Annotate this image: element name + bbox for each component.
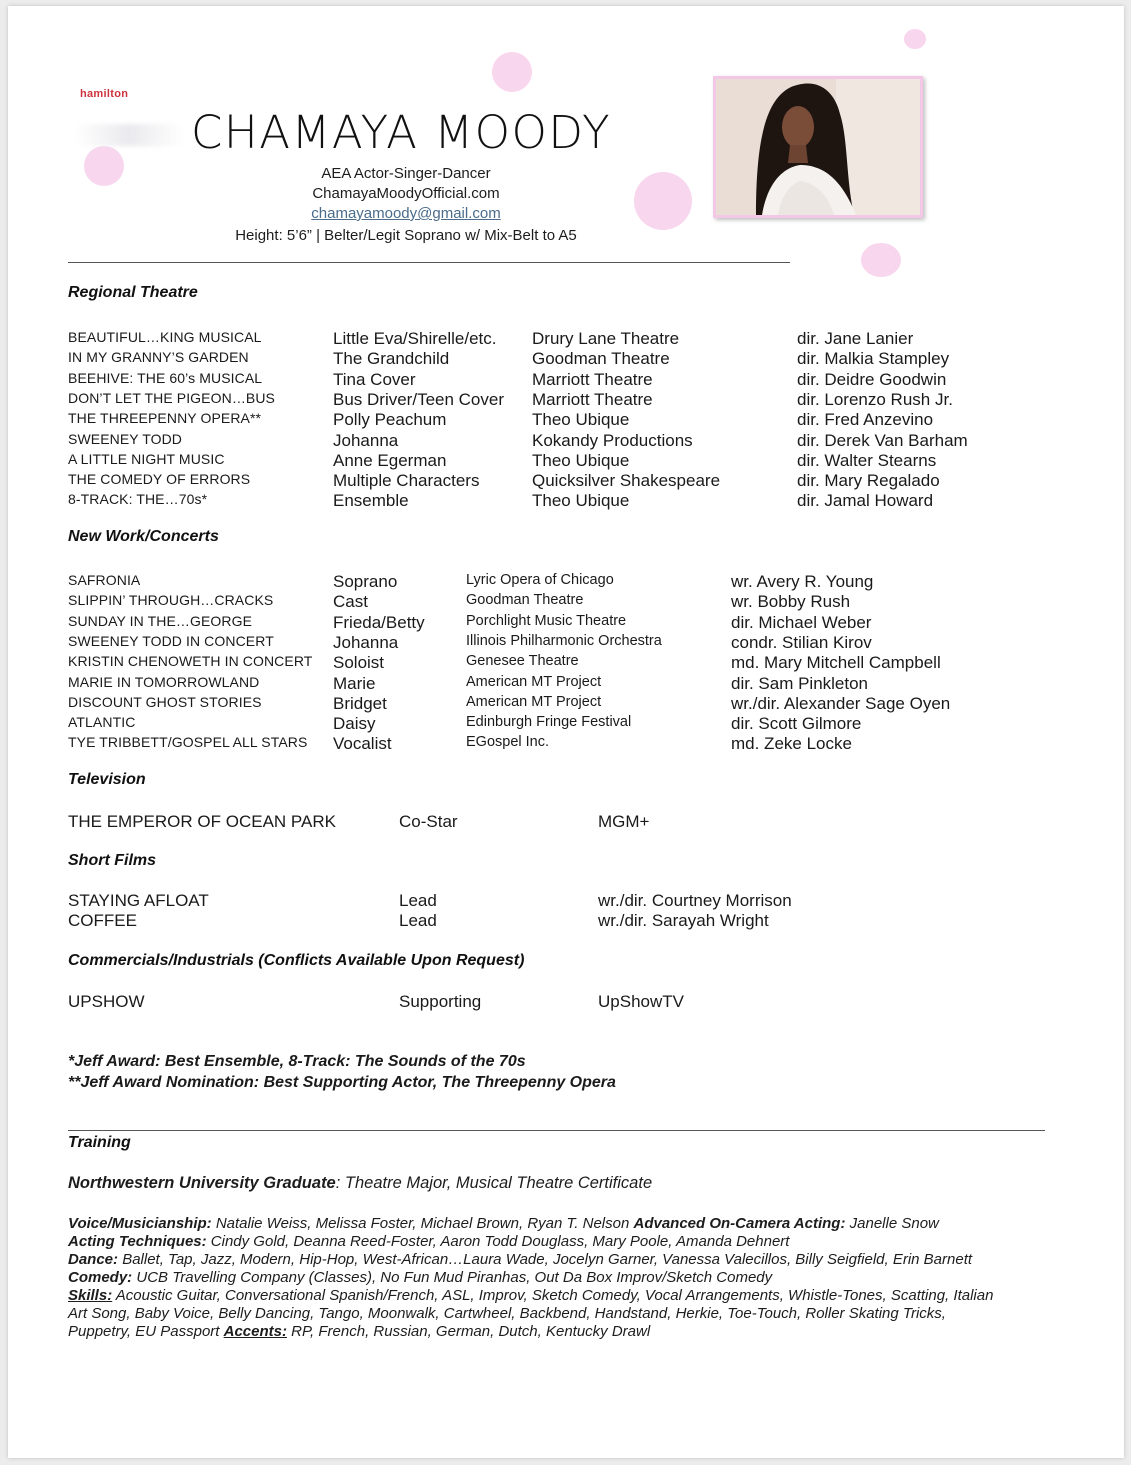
credit-company: Goodman Theatre (532, 349, 670, 369)
footnote-jeff-nomination: **Jeff Award Nomination: Best Supporting Actor, The Threepenny Opera (68, 1074, 616, 1091)
table-row (8, 694, 1124, 714)
section-heading-newwork: New Work/Concerts (68, 528, 219, 545)
credit-title: SWEENEY TODD (68, 430, 183, 447)
credit-company: Drury Lane Theatre (532, 329, 680, 348)
credit-director: dir. Scott Gilmore (731, 714, 862, 734)
credit-director: wr. Bobby Rush (731, 592, 851, 612)
credit-role: Lead (399, 911, 437, 930)
email-link[interactable]: chamayamoody@gmail.com (311, 205, 501, 222)
skills-text: Acoustic Guitar, Conversational Spanish/French, ASL, Improv, Sketch Comedy, Vocal Arrangements, Whistle-Tones, Scatting, Italian (112, 1287, 994, 1304)
credit-director: dir. Jamal Howard (797, 491, 934, 511)
table-row (8, 491, 1124, 511)
credit-title: SLIPPIN’ THROUGH…CRACKS (68, 592, 274, 609)
credit-director: dir. Derek Van Barham (797, 430, 968, 450)
pink-dot-decoration (492, 52, 532, 92)
acting-text: Cindy Gold, Deanna Reed-Foster, Aaron Todd Douglass, Mary Poole, Amanda Dehnert (206, 1233, 790, 1250)
training-skills-line (68, 1323, 650, 1340)
headshot-photo (713, 76, 923, 218)
credit-role: Daisy (333, 714, 376, 734)
credit-title: TYE TRIBBETT/GOSPEL ALL STARS (68, 734, 308, 751)
table-row (8, 390, 1124, 410)
credit-director: condr. Stilian Kirov (731, 632, 872, 652)
credit-director: wr./dir. Alexander Sage Oyen (731, 693, 951, 713)
credit-company: Lyric Opera of Chicago (466, 572, 614, 588)
credit-title: SWEENEY TODD IN CONCERT (68, 632, 274, 649)
camera-text: Janelle Snow (845, 1215, 939, 1232)
acting-label: Acting Techniques: (68, 1233, 207, 1250)
table-row (8, 812, 1124, 832)
comedy-text: UCB Travelling Company (Classes), No Fun Mud Piranhas, Out Da Box Improv/Sketch Comedy (132, 1269, 773, 1286)
credit-company: Genesee Theatre (466, 653, 579, 670)
credit-company: Marriott Theatre (532, 389, 653, 409)
credit-role: Soprano (333, 572, 398, 591)
credit-role: Tina Cover (333, 369, 416, 389)
credit-role: Co-Star (399, 812, 458, 831)
credit-company: Theo Ubique (532, 410, 630, 430)
logo: hamilton (80, 88, 129, 100)
credit-role: Vocalist (333, 734, 392, 754)
credit-role: Cast (333, 592, 368, 612)
resume-page (8, 6, 1124, 1458)
credit-director: dir. Deidre Goodwin (797, 369, 947, 389)
table-row (8, 592, 1124, 612)
skills-text: Art Song, Baby Voice, Belly Dancing, Tango, Moonwalk, Cartwheel, Backbend, Handstand, Herkie, Toe-Touch, Roller Skating Tricks, (68, 1305, 946, 1322)
credit-director: dir. Malkia Stampley (797, 349, 950, 369)
credit-role: Marie (333, 673, 376, 693)
credit-role: Polly Peachum (333, 410, 447, 430)
credit-title: COFFEE (68, 911, 137, 930)
credit-title: DON’T LET THE PIGEON…BUS (68, 389, 275, 406)
credit-company: MGM+ (598, 812, 650, 831)
training-dance-line (68, 1251, 972, 1268)
credit-title: THE COMEDY OF ERRORS (68, 471, 251, 488)
credit-director: dir. Lorenzo Rush Jr. (797, 389, 953, 409)
table-row (8, 911, 1124, 931)
credit-director: wr. Avery R. Young (731, 572, 874, 591)
accents-text: RP, French, Russian, German, Dutch, Kentucky Drawl (286, 1323, 651, 1340)
table-row (8, 451, 1124, 471)
logo-shadow (74, 124, 184, 146)
credit-title: THE THREEPENNY OPERA** (68, 410, 262, 427)
credit-title: SAFRONIA (68, 572, 141, 588)
table-row (8, 734, 1124, 754)
pink-dot-decoration (861, 243, 901, 277)
credit-company: American MT Project (466, 693, 602, 710)
section-heading-training: Training (68, 1134, 131, 1151)
voice-text: Natalie Weiss, Melissa Foster, Michael Brown, Ryan T. Nelson (211, 1215, 634, 1232)
credit-title: BEAUTIFUL…KING MUSICAL (68, 329, 262, 345)
table-row (8, 633, 1124, 653)
credit-title: 8-TRACK: THE…70s* (68, 491, 208, 508)
table-row (8, 370, 1124, 390)
credit-company: American MT Project (466, 673, 602, 690)
credit-title: KRISTIN CHENOWETH IN CONCERT (68, 653, 313, 670)
credit-company: Illinois Philharmonic Orchestra (466, 632, 662, 649)
table-row (8, 992, 1124, 1012)
voice-label: Voice/Musicianship: (68, 1215, 212, 1232)
credit-title: ATLANTIC (68, 714, 136, 731)
credit-company: Theo Ubique (532, 450, 630, 470)
pink-dot-decoration (904, 29, 926, 49)
credit-role: Soloist (333, 653, 385, 673)
training-voice-line (68, 1215, 939, 1232)
credit-company: EGospel Inc. (466, 734, 550, 751)
table-row (8, 653, 1124, 673)
credit-role: Frieda/Betty (333, 612, 425, 632)
credit-title: STAYING AFLOAT (68, 891, 209, 910)
training-acting-line (68, 1233, 789, 1250)
camera-label: Advanced On-Camera Acting: (633, 1215, 846, 1232)
table-row (8, 891, 1124, 911)
credit-company: Edinburgh Fringe Festival (466, 714, 632, 731)
credit-title: DISCOUNT GHOST STORIES (68, 693, 262, 710)
name-title: CHAMAYA MOODY (191, 106, 612, 159)
credit-title: IN MY GRANNY’S GARDEN (68, 349, 249, 366)
table-row (8, 613, 1124, 633)
training-skills-line (68, 1287, 993, 1304)
comedy-label: Comedy: (68, 1269, 133, 1286)
credit-director: dir. Fred Anzevino (797, 410, 934, 430)
credit-role: Anne Egerman (333, 450, 447, 470)
training-comedy-line (68, 1269, 772, 1286)
credit-title: MARIE IN TOMORROWLAND (68, 673, 260, 690)
credit-director: dir. Sam Pinkleton (731, 673, 869, 693)
table-row (8, 431, 1124, 451)
school-detail: : Theatre Major, Musical Theatre Certificate (335, 1174, 653, 1192)
section-heading-regional: Regional Theatre (68, 284, 198, 301)
tagline: AEA Actor-Singer-Dancer (321, 165, 491, 182)
section-heading-shortfilms: Short Films (68, 852, 157, 869)
credit-company: Goodman Theatre (466, 592, 584, 609)
credit-role: Multiple Characters (333, 471, 480, 491)
credit-company: Marriott Theatre (532, 369, 653, 389)
section-heading-commercials: Commercials/Industrials (Conflicts Available Upon Request) (68, 952, 525, 969)
credit-company: Kokandy Productions (532, 430, 693, 450)
website[interactable]: ChamayaMoodyOfficial.com (312, 185, 500, 202)
dance-text: Ballet, Tap, Jazz, Modern, Hip-Hop, West-African…Laura Wade, Jocelyn Garner, Vanessa Valecillos, Billy Seigfield, Erin Barnett (118, 1251, 973, 1268)
credit-company: Quicksilver Shakespeare (532, 471, 721, 491)
credit-role: Ensemble (333, 491, 409, 511)
pink-dot-decoration (634, 172, 692, 230)
credit-company: Theo Ubique (532, 491, 630, 511)
training-skills-line (68, 1305, 946, 1322)
credit-director: dir. Walter Stearns (797, 450, 937, 470)
education-line (68, 1174, 652, 1193)
credit-director: wr./dir. Sarayah Wright (598, 911, 769, 930)
credit-company: UpShowTV (598, 992, 684, 1011)
credit-title: UPSHOW (68, 992, 145, 1011)
credit-company: Porchlight Music Theatre (466, 612, 627, 629)
credit-title: THE EMPEROR OF OCEAN PARK (68, 812, 336, 831)
credit-role: Johanna (333, 632, 399, 652)
table-row (8, 714, 1124, 734)
divider (68, 262, 790, 263)
credit-role: Little Eva/Shirelle/etc. (333, 329, 497, 348)
credit-role: Lead (399, 891, 437, 910)
credit-role: The Grandchild (333, 349, 450, 369)
table-row (8, 471, 1124, 491)
dance-label: Dance: (68, 1251, 119, 1268)
credit-director: md. Zeke Locke (731, 734, 852, 754)
skills-label: Skills: (68, 1287, 113, 1304)
credit-role: Bus Driver/Teen Cover (333, 389, 505, 409)
table-row (8, 329, 1124, 349)
credit-director: md. Mary Mitchell Campbell (731, 653, 941, 673)
table-row (8, 410, 1124, 430)
credit-director: dir. Mary Regalado (797, 471, 940, 491)
accents-label: Accents: (223, 1323, 287, 1340)
table-row (8, 349, 1124, 369)
credit-role: Johanna (333, 430, 399, 450)
credit-title: BEEHIVE: THE 60’s MUSICAL (68, 369, 263, 386)
section-heading-television: Television (68, 771, 146, 788)
school-label: Northwestern University Graduate (68, 1174, 336, 1192)
credit-title: SUNDAY IN THE…GEORGE (68, 612, 253, 629)
footnote-jeff-award: *Jeff Award: Best Ensemble, 8-Track: The Sounds of the 70s (68, 1053, 526, 1070)
divider (68, 1130, 1045, 1131)
portrait-icon (716, 79, 920, 215)
table-row (8, 674, 1124, 694)
credit-director: wr./dir. Courtney Morrison (598, 891, 792, 910)
skills-text: Puppetry, EU Passport (68, 1323, 224, 1340)
credit-title: A LITTLE NIGHT MUSIC (68, 450, 225, 467)
credit-role: Bridget (333, 693, 387, 713)
pink-dot-decoration (84, 146, 124, 186)
credit-role: Supporting (399, 992, 482, 1011)
credit-director: dir. Jane Lanier (797, 329, 914, 348)
table-row (8, 572, 1124, 592)
credit-director: dir. Michael Weber (731, 612, 872, 632)
height-voice-stats: Height: 5’6” | Belter/Legit Soprano w/ Mix-Belt to A5 (235, 227, 577, 244)
